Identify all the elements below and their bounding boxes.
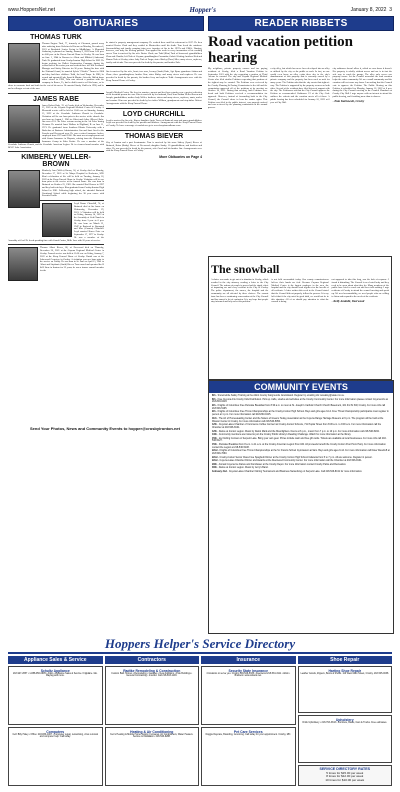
obit-body: Loyd Duane Churchill, 74, of Brainerd died at his home on Wednesday, December 29, 2021. A Visitation will be held on Friday, January 14, 2022 at the Assembly of God Church in Crosby from 3 p.m. to 6 p.m. He was born on March 21, 1947 in Brainerd to Raymond and Mae (Cannon) Churchill. Loyd married Karen Price on September 17, 1977 in Crosby. He was a member of the Assembly of God. He loved spending time with Grand Casino, Mille Lacs with 20 years of service.: [8, 202, 104, 242]
ad-text: Custom Built Homes • Remodeling • Garages • New Additions • Pole Buildings • General Contracting • Insured. Call 218-833-1103.: [111, 672, 193, 678]
reader-ribbets-banner: READER RIBBETS: [208, 16, 394, 31]
event-date: 13th: [212, 434, 217, 437]
event-text: - Free Cuyuna Arts Crosby Kids Distribution. Pick up crafts, snacks and activities at the Crosby Community Center. For more information please contact Cuyuna Arts at 218-833-0416.: [212, 398, 388, 404]
event-date: 9th: [212, 411, 216, 414]
brand-logo: Hopper's: [189, 6, 216, 14]
article-column-1: My neighbors, private property owners and tax paying residents of Crosby, filed a Road Vacation Petition in September 2021 with the city requesting a portion of Third Avenue be vacated. The city and Cuyuna Regional Medical Center also filed similar Petitions requesting that portions of the right-of-way be vacated. The Petitions were reviewed by the Crosby Planning & Zoning Commission in the fall and the commission approved all of the petitions at its meeting on October 18, 2021. During that meeting, both Petitions were heard and both Petitions received a recommendation for approval. However, instead of forwarding both to the City Council, the Council chose to hear the matter again. This Petition was filed in the public interest, was properly noticed and was reviewed by the planning commission in the normal process.: [208, 67, 268, 110]
obit-body: Kimberly Ann (Weller) Brown, 58, of Crosby died on Monday, December 27, 2021 at St. Marys Hospital in Rochester, MN. Kim's celebration of life will be held on Tuesday, January 18, 2022 at the Koop Funeral Home in Crosby. Visitation will be one hour prior to the service at the funeral home. She was born in Brainerd on October 25, 1963. She married Karl Brown in 1997 and they had twin boys. Kim graduated from Crosby-Ironton High School in 1981. Following high school, she attended Brainerd Vocational School while beginning her 38 year career with Essentia Health.: [42, 169, 104, 198]
directory-ad: [105, 666, 200, 725]
directory-rates-box: [298, 765, 393, 786]
event-text: - Community members are invited to join the Crosby Public Library's Reading Challenge. Watch for more information at the library.: [216, 434, 352, 437]
rate-line: 10 times for $10.00 per week: [325, 778, 365, 783]
event-item: [212, 467, 390, 470]
rate-line: 5 times for $15.00 per week: [326, 770, 364, 775]
obit-body: Jim is survived by his wife, Janet; two sons, Jeremy (Sarah) Rabe, Sgt. Ryan; grandsons Ashton and Chase; three granddaughters; brother Ron; sister Kathy; and many nieces and nephews. He was preceded in death by his parents, his brother Jerry and nephew Todd. Arrangements were with the Koop Funeral Home of Crosby.: [106, 70, 202, 82]
directory-category-heading: Insurance: [201, 656, 296, 664]
event-date: 22nd: [212, 460, 218, 463]
letter-column-2: is not held accountable today. Our county commissioners believe their hands are tied. Because Cuyuna Regional Medical Center is the largest employer in the area, the hospital and the city should work together for the benefit of all residents. A letter written this week to the Council stated that the Council did not properly follow the process. It is my belief that if the city acted in good faith, we would not be in this situation. All of us should pay attention to what the council is doing.: [271, 278, 329, 304]
community-events-banner: COMMUNITY EVENTS: [209, 381, 393, 393]
event-item: [212, 399, 390, 405]
page-number: 3: [389, 7, 392, 13]
ad-title: Schultz Appliance: [40, 668, 70, 673]
event-item: [212, 450, 390, 456]
letter-signature: - Kelly Amdahl, Deerwood: [331, 298, 365, 303]
ad-text: 218-927-2657 • 1-888-950-0695 • Aitkin. Appliance Sales & Service. Frigidaire. GE. Maytag and more.: [13, 672, 98, 678]
obituaries-banner: OBITUARIES: [8, 16, 204, 31]
ad-text: 4 locations to serve you. Crosby 218-546-5335 • Deerwood 218-534-3111 • Aitkin • Brainerd. www.ssbank.net.: [206, 672, 291, 678]
event-date: 30th: [212, 467, 217, 470]
event-date: 8th: [212, 395, 216, 397]
obituaries-column-right: [106, 32, 202, 424]
obit-body: Joseph's Medical Center. Her love for sunrises, sunsets and her flower garden were a perfect reflection of the beautiful person she was. Kim is survived by her husband, Karl; sons Nathan Weller-Brown and Joseph; grandchildren; mother Judy Weller; brothers; sisters and many nieces, nephews, aunts, uncles and cousins. Kim was preceded in death by her father William, grandparents and step-father Robert. Arrangements with the Koop Funeral Home.: [106, 90, 202, 105]
ad-text: Drink Upholstery • 218-763-3343 • Furniture, Boats, Cars & Trucks. Free estimates.: [302, 721, 388, 724]
article-signature: - Pam Karkowski, Crosby: [332, 98, 365, 103]
event-text: - Dance at Ironton Legion. Music by Darrel Mark and the Moonlighters. Doors at 6 p.m., music from 7 p.m. to 10 p.m. For more information call 218-546-5202.: [216, 430, 380, 433]
event-date: 8th: [212, 398, 216, 401]
rates-title: SERVICE DIRECTORY RATES: [319, 766, 371, 771]
ad-title: Pet Care Services: [233, 729, 263, 734]
event-text: - Knights of Columbus Free Throw Championships at the Crosby-Ironton High School. Boys and girls ages 9-14. Free Throw Championship participants must register in person at 1 p.m. For more information call 218-833-0415.: [212, 411, 389, 417]
directory-title: Hoppers Helper's Service Directory: [8, 636, 392, 654]
event-date: 15th: [212, 437, 217, 440]
rate-line: 8 times for $12.00 per week: [326, 774, 364, 779]
obit-body: he started a property management company. He worked there until his retirement in 2017. He then married Denise Clark and they resided in Montevideo until his death. Tom loved the outdoors. Snowmobiling and family camping trips were favorites of his in the 1970's and 1980's. Hunting, however, was truly his lifelong passion. Tom applied his work in every incarnation of his working career. Tom is survived by his wife Denise Clark; son Todd (Kim) Turk of Ironwood; grandchildren Clara and Claudia; Jeff Turk of Cuyuna; granddaughter Cassandra; Gabriel Cutting; brothers Rich and Sharon Turk of Crosby; sister Judy Turk of Fargo; sister Shirley (Harv) Moe; many nieces, nephews, family and friends. Tom was preceded in death by his parents; and brother Dale.: [106, 41, 202, 64]
snowball-letter: [208, 256, 392, 380]
article-column-2: a city alley, but which has never been developed into an alley or utilized by the city or the public as such. In fact, no one would even know an alley exists there due to the city's abandonment of this property that is currently owned by a private company and the property has been used as such for many years. The Petition asks that the city vacate that right-of-way. The Petition is supported by the property owners on both sides. Several of the residents have filed letters of support with the city. The Petitioners ask that the City Council approve the Petition as recommended. Ordinance 19 of the City Code outlines the criteria and the vacation meets all of them. A public hearing has been scheduled for January 10, 2022 at 6 p.m. at City Hall.: [270, 67, 330, 104]
obit-photo: [42, 203, 72, 237]
event-text: - Pancake Breakfast from 8 a.m. to 11 a.m. at the Crosby American Legion Post 443. All proceeds benefit the Crosby Ironton Post Prom Party. For more information contact the Legion at 218-546-5138.: [212, 443, 386, 449]
event-item: [212, 411, 390, 417]
ad-text: Doggie Daycare, Boarding, Grooming. Call today for your appointment. Crosby, MN.: [205, 733, 291, 736]
obit-photo: [8, 247, 38, 281]
event-text: - Cuyuna Lakes Chamber of Commerce Coffee Connect at Crosby-Ironton Schools, 711 Poplar Street from 8:30 a.m. to 9:30 a.m. For more information call the Chamber at 218-546-8131.: [212, 424, 382, 430]
event-text: - Snowmobile Safety Training at the Aitkin County Fairgrounds Grandstand. Register by emailing dnr.recsafety@state.mn.us.: [215, 395, 345, 397]
directory-category-heading: Shoe Repair: [298, 656, 393, 664]
obit-body: James Robert Rabe, 76, of Crosby died on Wednesday, December 15, 2021 at the Cuyuna Regional Medical Center in Crosby. A Memorial service will be held at 11:00 a.m. on Saturday, January 15, 2022 at the Crosslake Lutheran Church in Crosslake. Visitation will be one hour prior to the service at the church. Jim was born on August 1, 1945 to Albert and Arline (Meyer) Rabe. Jim was a U.S. Air Force veteran serving in the Air Force during Vietnam. He married Janet Wallner in Highland, IL on June 11, 1971. He graduated from Southern Illinois University with a Bachelors of Business Administration. Jim and Janet lived in the Lincoln and Deerwood area. He was a retired insurance broker, employed from 1972 until 2016. His most recent employment was with Garner Insurance in Wayzata, retiring from the Christensen Insurance Group in Eden Prairie. He was a member of the Crosslake Lutheran Church, and the Crosslake American Legion. He is a former board member with RCCC Lake Association.: [8, 103, 104, 149]
event-text: - Cuyuna Lakes Chamber Fishing Tournament and Business Networking on Serpent Lake. Call 218-546-8131 for more information.: [226, 470, 363, 473]
event-text: - Knights of Columbus Free Throw Championships at the St. Francis School Gymnasium at 9am. Boys and girls ages 9-14. For more information call Dave Woodruff at 218-546-7060.: [212, 450, 390, 456]
ad-title: Harting Shoe Repair: [328, 668, 362, 673]
obit-body: Thomas Albert Biever, 80, of Deerwood died on Thursday, December 30, 2021 at the Cuyuna Regional Medical Center in Crosby. Funeral service was held at 11:00 a.m. on Friday, January 7, 2022 at the Koop Funeral Home of Crosby. Burial was at the Lakewood Cemetery in Crosby. A visitation was one hour prior to the service on Friday. He was born in St. Paul on April 15, 1941 to Albert and Stephanie (Smid) Biever. Tom owned and operated the B & B Store in Ironton for 22 years; he was a former council member for the: [40, 246, 104, 272]
directory-column: [298, 656, 393, 786]
article-headline: Road vacation petition hearing: [208, 34, 354, 66]
event-date: 12th: [212, 430, 217, 433]
more-obituaries-link[interactable]: More Obituaries on Page 4: [159, 155, 202, 160]
event-date: 22nd: [212, 456, 218, 459]
event-text: - Knights of Columbus Free Pancake Breakfast from 8:30 a.m. to noon at St. Joseph's Catholic Church Church Basement, 101 3rd St SW, Crosby. For more info call 218-546-5195.: [212, 404, 386, 410]
service-directory: [8, 636, 392, 786]
event-item: [212, 424, 390, 430]
directory-ad: [201, 727, 296, 786]
event-item: [212, 460, 390, 463]
event-date: 9th: [212, 404, 216, 407]
directory-ad: [298, 666, 393, 713]
events-list: [209, 393, 393, 476]
send-news-notice: Send Your Photos, News and Community Events to hopper@crosbyironton.net: [30, 426, 180, 431]
event-text: - Crosby-Ironton Senior Class Free Spaghetti Dinner at the Crosby Ironton High School Cafeteria from 5 to 7 p.m. All are welcome. Register in person.: [217, 456, 373, 459]
obit-name: THOMAS TURK: [30, 34, 82, 41]
directory-column: [8, 656, 103, 786]
directory-ad: [8, 666, 103, 725]
event-date: 22nd: [212, 450, 218, 453]
ad-text: Ken's Heating & Mobile Home Supply. Furnaces, Air Conditioners, Water Heaters. Service & Installation. 218-546-6288.: [110, 733, 194, 739]
event-date: 15th: [212, 443, 217, 446]
event-item: [212, 438, 390, 444]
event-text: - Dance at Ironton Legion. Music by Jerry's Band.: [216, 467, 269, 470]
directory-ad: [8, 727, 103, 786]
event-text: - Annual Cuyuna Ice Dance and Fundraiser at the Crosby Depot. For more information contact Crosby Parks and Recreation.: [216, 463, 347, 466]
letter-column-1: A choice was made to get out of a situation in Crosby, which resulted in the city attorney sending a letter to the City Council. The actions of people in power had the ripple effect of impacting me and every resident in the City of Crosby. The police department, the nurses, the hospital and the community are all affected by these choices. The current issue has been a continuing conversation at the City Council and has caused a lot of confusion. It is my hope that people stay informed and help solve this problem.: [211, 278, 269, 304]
directory-column: [105, 656, 200, 786]
obit-body: City of Ironton and a past Scoutmaster. Tom is survived by his sons: Sidney (Lynn) Biever of Brainerd, Brian (Kathy) Biever of Deerwood; daughter Sandy; 10 grandchildren; and brothers and sister. He was preceded in death by his parents, wife Carol and his brother Jim. Arrangements were with the Koop Funeral Home of Crosby.: [106, 140, 202, 153]
issue-date: January 8, 2022: [350, 7, 387, 13]
obit-name: JAMES RABE: [33, 95, 79, 103]
obit-name: THOMAS BIEVER: [124, 132, 184, 140]
event-date: 12th: [212, 424, 217, 427]
directory-category-heading: Contractors: [105, 656, 200, 664]
directory-ad: [105, 727, 200, 786]
directory-ad: [298, 715, 393, 762]
directory-ad: [201, 666, 296, 725]
ad-title: Security State Insurance: [228, 668, 269, 673]
obit-body: Loyd is survived by his wife, Karen; daughter Angie Tower of Brainerd; sons and many grandchildren. Loyd was preceded in death by his parents and brothers. Arrangements with the Koop Funeral Home of Crosby. To leave a message of condolence go to www.koopfuneralhome.com.: [106, 118, 202, 128]
ad-text: Cell: Billy Haley • Office: 218-833-1007 • Computer repair, networking, virus removal and computer help. Call today.: [12, 733, 98, 739]
event-date: 11th: [212, 417, 217, 420]
event-text: - The Art of Homesteading Center and the Sisters of Greens Today presentation at the Cuyuna Range Heritage Museum at 6 p.m. The program will be held at the Mission Center in Crosby. For more information call 218-546-5050.: [212, 417, 384, 423]
event-item: [212, 434, 390, 437]
community-events: [208, 380, 394, 634]
event-text: - Ice Fishing Contest on Serpent Lake. Bring your own gear. Prizes include cash and free gift cards. Tickets are available at local businesses. For more info call 218-546-5127.: [212, 437, 387, 443]
reader-ribbets-article: [208, 32, 392, 252]
obit-body: Thomas Eugene Turk, 77, formerly of Clermont, passed away after suffering from Alzheimer's Disease on Monday, December 6, 2021 at Brookside Senior Living in Middlebury. A Memorial Gathering is planned on Sunday, January 9, 2022 from 1:00 p.m. to 4:00 p.m. at the Kovac Funeral Home in Crosby. He was born on June 1, 1944 in Bremen to Albert and Mildred (Anderson) Turk. He graduated from Crosby-Ironton High School in 1962. He began working for Hallett Construction Company during the second half of his senior year and worked there as Field Personnel Manager and Safety Director for 56 years. During his time with the National Guard, he married Sylvia "Chickie" Turner in 1966 and they had three children: Todd, Joel and Tanya. In 1980, he owned and operated Lake Sport & Marine. After the Hallett home office closed in 1996, Tom was offered a position with the company in Boone, IA, but he didn't want to sell his home, so he chose to commute back and forth for the rest of his career. He married Sandy Vinkler in 1998, and he and a colleague set out of the men: [8, 42, 104, 90]
obit-name: KIMBERLY WELLER-BROWN: [21, 154, 91, 169]
obituaries-column-left: [8, 32, 104, 424]
event-date: February 2nd: [212, 470, 227, 473]
ad-title: Upholstery: [335, 717, 354, 722]
obit-photo: [8, 105, 40, 143]
event-item: [212, 471, 390, 474]
ad-title: Heating & Air Conditioning: [130, 729, 174, 734]
directory-columns: [8, 656, 392, 786]
directory-category-heading: Appliance Sales & Service: [8, 656, 103, 664]
directory-column: [201, 656, 296, 786]
letter-title: The snowball: [211, 262, 280, 276]
event-date: 29th: [212, 463, 217, 466]
page-header: [8, 6, 392, 14]
ad-text: Leather Goods, Zippers, Boots & Shoes. 110 West Main Street, Crosby. 218-545-0038.: [300, 672, 389, 675]
site-url[interactable]: www.HoppersNet.net: [8, 7, 55, 13]
letter-column-3: not supposed to take this long, was the lack of response. I found it disturbing. The Council is an elected body and they need to be open about what they do. Many members of the public have tried to reach out and been told nothing. I urge residents of Crosby to attend the council meeting and speak up. We need accountability, we need people who are willing to listen and respond to the needs of the residents.: [331, 278, 389, 298]
ad-title: Radtke Remodeling & Construction: [123, 668, 181, 673]
obit-photo: [8, 43, 40, 83]
ad-title: Computers: [46, 729, 65, 734]
article-column-3: city ordinance doesn't allow it, which we now know it doesn't. Her property is wholly without access and use is in fact the sole way to reach the garage. The alley only serves one property owner. Let the Council remember the road vacation helps the entire community. We are a small community and the vacation will not cause any harm. I am asking that the Council vote to approve the Petition. The Public Hearing on this Petition is scheduled for Monday, January 10, 2022 at 6 p.m. during the City Council meeting in the Council Chambers at Crosby City Hall. I urge anyone with an interest to attend the public hearing, and if nothing more than to observe.: [332, 67, 392, 98]
obit-name: LOYD CHURCHILL: [122, 110, 186, 118]
event-item: [212, 395, 390, 398]
obit-photo: [8, 170, 40, 208]
event-text: - Cuyuna Lakes Chamber Dinner and Awards at the Deerwood Community Center. For more information call the Chamber at 218-546-8131.: [217, 460, 363, 463]
